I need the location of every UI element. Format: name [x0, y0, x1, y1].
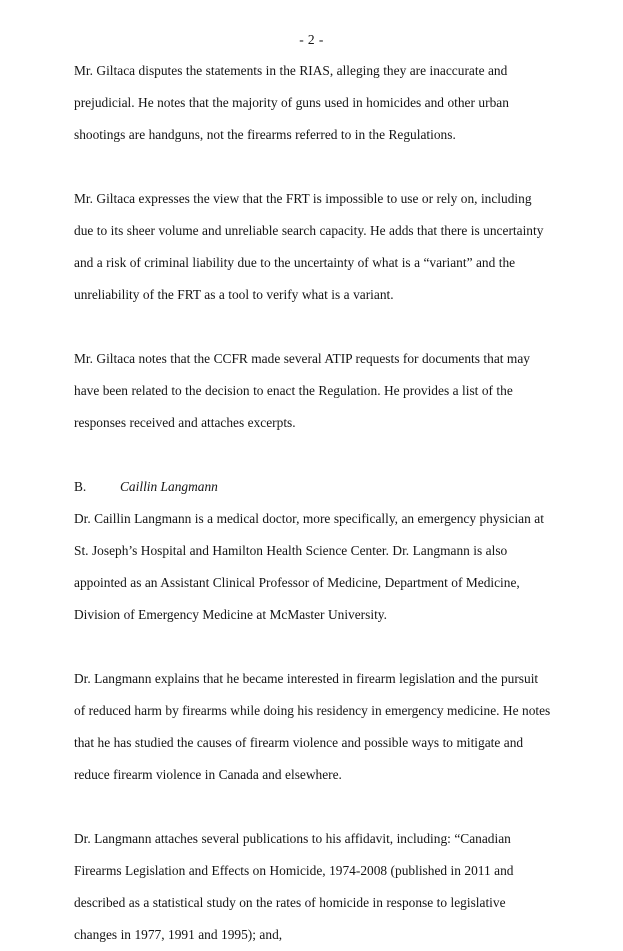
- page-number-header: - 2 -: [299, 32, 324, 47]
- heading-letter: B.: [74, 479, 87, 494]
- heading-title: Caillin Langmann: [120, 479, 218, 494]
- section-heading-b: [74, 471, 551, 503]
- paragraph-langmann-publications: Dr. Langmann attaches several publications to his affidavit, including: “Canadian Firearms Legislation and Effects on Homicide, 1974-2008 (published in 2011 and described as a statistical study on the rates of homicide in response to legislative changes in 1977, 1991 and 1995); and,: [74, 831, 514, 942]
- paragraph-giltaca-frt: Mr. Giltaca expresses the view that the FRT is impossible to use or rely on, including due to its sheer volume and unreliable search capacity. He adds that there is uncertainty and a risk of criminal liability due to the uncertainty of what is a “variant” and the unreliability of the FRT as a tool to verify what is a variant.: [74, 191, 544, 302]
- heading-caillin-langmann: [74, 471, 551, 503]
- paragraph-giltaca-rias: Mr. Giltaca disputes the statements in the RIAS, alleging they are inaccurate and prejudicial. He notes that the majority of guns used in homicides and other urban shootings are handguns, not the firearms referred to in the Regulations.: [74, 63, 509, 142]
- paragraph-langmann-interest: Dr. Langmann explains that he became interested in firearm legislation and the pursuit of reduced harm by firearms while doing his residency in emergency medicine. He notes that he has studied the causes of firearm violence and possible ways to mitigate and reduce firearm violence in Canada and elsewhere.: [74, 671, 551, 782]
- document-body: [74, 55, 551, 951]
- paragraph-langmann-credentials: Dr. Caillin Langmann is a medical doctor, more specifically, an emergency physician at St. Joseph’s Hospital and Hamilton Health Science Center. Dr. Langmann is also appointed as an Assistant Clinical Professor of Medicine, Department of Medicine, Division of Emergency Medicine at McMaster University.: [74, 511, 544, 622]
- paragraph-giltaca-atip: Mr. Giltaca notes that the CCFR made several ATIP requests for documents that may have been related to the decision to enact the Regulation. He provides a list of the responses received and attaches excerpts.: [74, 351, 530, 430]
